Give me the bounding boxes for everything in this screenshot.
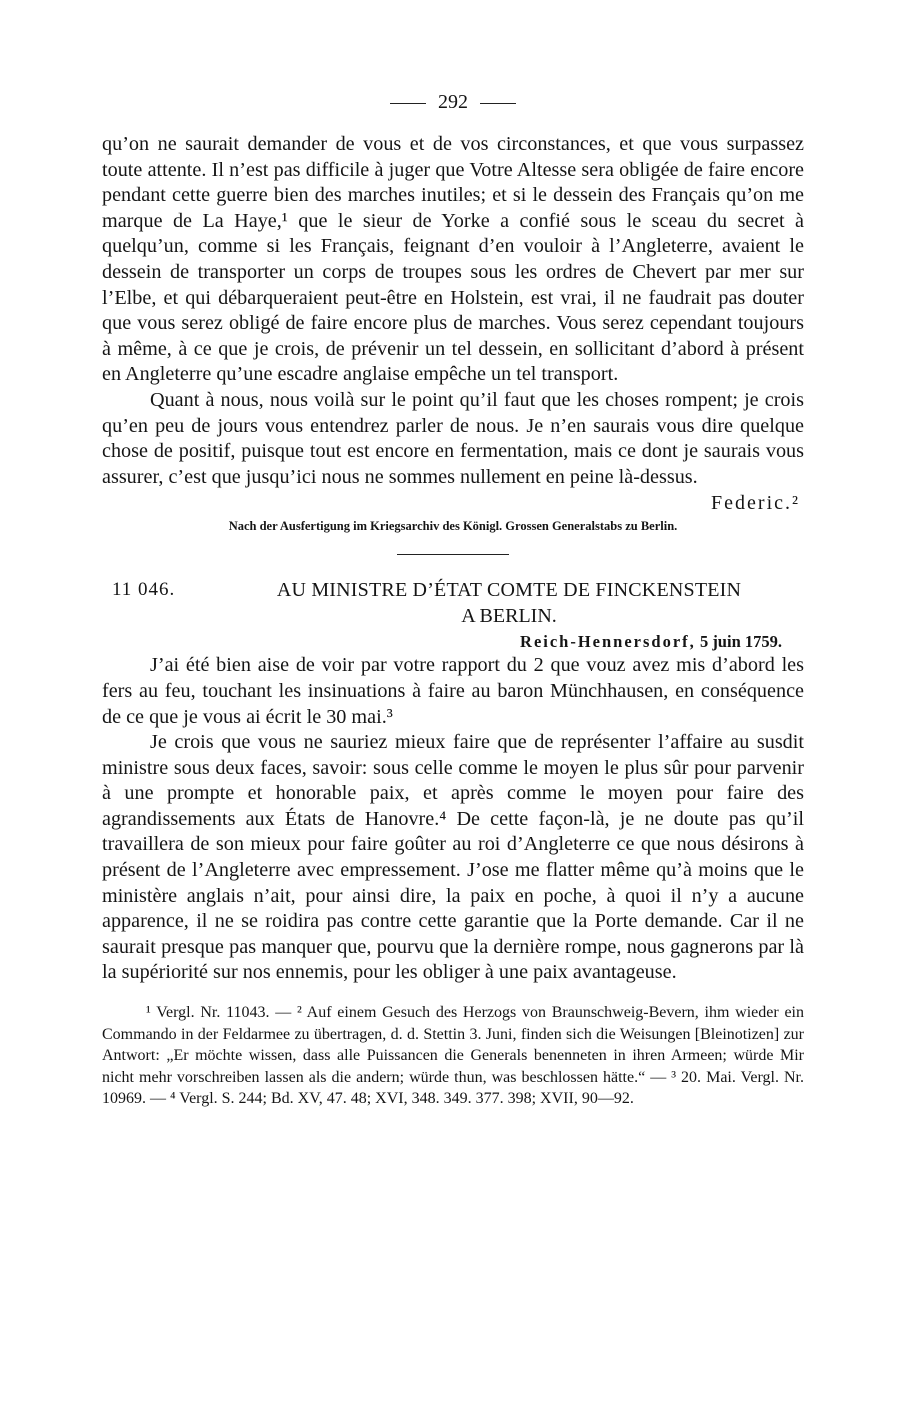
letter-title: AU MINISTRE D’ÉTAT COMTE DE FINCKENSTEIN	[276, 579, 742, 602]
section-divider	[397, 554, 509, 555]
body-paragraph: J’ai été bien aise de voir par votre rapport du 2 que vouz avez mis d’abord les fers au feu, touchant les insinuations à faire au baron Münchhausen, en conséquence de ce que je vous ai écrit le 30 mai.³	[102, 654, 804, 728]
dateline	[102, 631, 804, 653]
document-page	[102, 88, 804, 1110]
page-header	[102, 88, 804, 116]
body-paragraph: Je crois que vous ne sauriez mieux faire que de représenter l’affaire au susdit ministre sous deux faces, savoir: sous celle comme le moyen le plus sûr pour parvenir à une prompte et honorable paix, et après comme le moyen pour faire des agrandissements aux États de Hanovre.⁴ De cette façon-là, je ne doute pas qu’il travaillera de son mieux pour faire goûter au roi d’Angleterre ce que nous désirons à présent de l’Angleterre avec empressement. J’ose me flatter même qu’à moins que le ministère anglais n’ait, pour ainsi dire, la paix en poche, à quoi il n’y a aucune apparence, il ne se roidira pas contre cette garantie que la Porte demande. Car il ne saurait presque pas manquer que, pourvu que la dernière rompe, nous gagnerons par là la supériorité sur nos ennemis, pour les obliger à une paix avantageuse.	[102, 731, 804, 984]
header-dash-right	[480, 103, 516, 104]
dateline-date: 5 juin 1759.	[699, 632, 782, 652]
dateline-place: Reich-Hennersdorf,	[520, 632, 696, 652]
letter-heading	[102, 577, 804, 629]
letter-title-line2: A BERLIN.	[461, 605, 557, 628]
header-dash-left	[390, 103, 426, 104]
body-paragraph: qu’on ne saurait demander de vous et de vos circonstances, et que vous surpassez toute attente. Il n’est pas difficile à juger que Votre Altesse sera obligée de faire encore pendant cette guerre bien des marches inutiles; et si le dessein des Français qu’on me marque de La Haye,¹ que le sieur de Yorke a confié sous le sceau du secret à quelqu’un, comme si les Français, feignant d’en vouloir à l’Angleterre, avaient le dessein de transporter un corps de troupes sous les ordres de Chevert par mer sur l’Elbe, et qui débarqueraient peut-être en Holstein, est vrai, il ne faudrait pas douter que vous serez obligé de faire encore plus de marches. Vous serez cependant toujours à même, à ce que je crois, de prévenir un tel dessein, en sollicitant d’abord à présent en Angleterre qu’une escadre anglaise empêche un tel transport.	[102, 133, 804, 386]
letter-number: 11 046.	[112, 579, 176, 601]
body-paragraph: Quant à nous, nous voilà sur le point qu’il faut que les choses rompent; je crois qu’en peu de jours vous entendrez parler de nous. Je n’en saurais vous dire quelque chose de positif, puisque tout est encore en fermentation, mais ce dont je saurais vous assurer, c’est que jusqu’ici nous ne sommes nullement en peine là-dessus.	[102, 388, 804, 488]
signature: Federic.²	[711, 492, 800, 515]
source-note: Nach der Ausfertigung im Kriegsarchiv des Königl. Grossen Generalstabs zu Berlin.	[228, 519, 678, 534]
page-number: 292	[438, 91, 468, 113]
footnotes	[102, 1002, 804, 1110]
footnote-text: ¹ Vergl. Nr. 11043. — ² Auf einem Gesuch des Herzogs von Braunschweig-Bevern, ihm wieder ein Commando in der Feldarmee zu übertragen, d. d. Stettin 3. Juni, finden sich die Weisungen [Bleinotizen] zur Antwort: „Er möchte wissen, dass alle Puissancen die Generals benenneten in ihren Armeen; würde Mir nicht mehr vorschreiben lassen als die andern; würde thun, was beschlossen hätte.“ — ³ 20. Mai. Vergl. Nr. 10969. — ⁴ Vergl. S. 244; Bd. XV, 47. 48; XVI, 348. 349. 377. 398; XVII, 90—92.	[102, 1004, 804, 1108]
